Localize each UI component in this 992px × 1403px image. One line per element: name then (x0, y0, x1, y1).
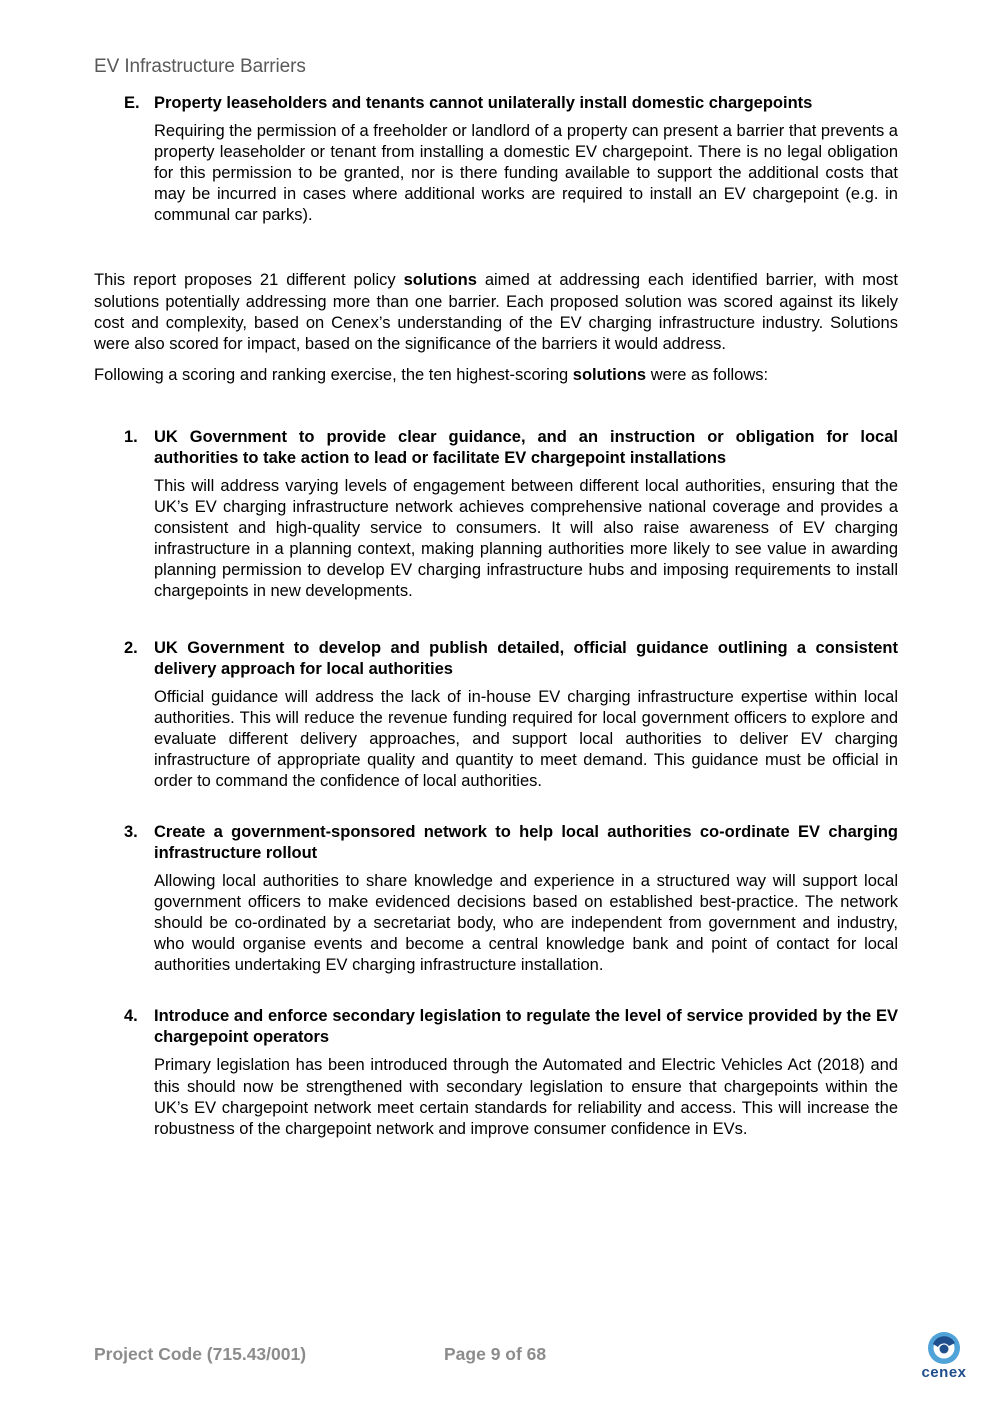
cenex-logo-text: cenex (921, 1364, 967, 1381)
intro-p2-bold: solutions (572, 365, 647, 384)
barrier-e-body: Requiring the permission of a freeholder or landlord of a property can present a barrier that prevents a property leaseholder or tenant from installing a domestic EV chargepoint. There is no legal obligation for this permission to be granted, nor is there funding available to support the additional costs that may be incurred in cases where additional works are required to install an EV chargepoint (e.g. in communal car parks). (154, 122, 898, 225)
solution-2 (94, 638, 898, 792)
barrier-e (94, 93, 898, 226)
solution-4-marker: 4. (124, 1007, 138, 1026)
intro-p1-bold: solutions (403, 271, 477, 290)
intro-paragraph-2 (94, 365, 898, 386)
intro-p1-after: aimed at addressing each identified barrier, with most solutions potentially addressing more than one barrier. Each proposed solution was scored against its likely cost and complexity, based on Cenex’s understanding of the EV charging infrastructure industry. Solutions were also scored for impact, based on the significance of the barriers it would address. (94, 271, 899, 353)
running-header: EV Infrastructure Barriers (94, 56, 306, 77)
cenex-logo-icon (927, 1331, 961, 1365)
solution-1-title: UK Government to provide clear guidance, and an instruction or obligation for local authorities to take action to lead or facilitate EV chargepoint installations (154, 427, 898, 467)
solution-3 (94, 822, 898, 976)
solution-1-body: This will address varying levels of engagement between different local authorities, ensuring that the UK’s EV charging infrastructure network achieves comprehensive national coverage and provides a consistent and high-quality service to consumers. It will also raise awareness of EV charging infrastructure in a planning context, making planning authorities more likely to see value in awarding planning permission to develop EV charging infrastructure hubs and imposing requirements to install chargepoints in new developments. (154, 476, 898, 601)
solution-4 (94, 1006, 898, 1139)
page-content (94, 93, 898, 1140)
barrier-e-title: Property leaseholders and tenants cannot unilaterally install domestic chargepoints (154, 94, 813, 112)
footer-page-number: Page 9 of 68 (444, 1344, 547, 1364)
solution-2-marker: 2. (124, 638, 138, 657)
solution-2-body: Official guidance will address the lack of in-house EV charging infrastructure expertise within local authorities. This will reduce the revenue funding required for local government officers to explore and evaluate different delivery approaches, and support local authorities to deliver EV charging infrastructure of appropriate quality and quantity to meet demand. This guidance must be official in order to command the confidence of local authorities. (154, 687, 898, 790)
intro-p2-before: Following a scoring and ranking exercise, the ten highest-scoring (94, 365, 573, 384)
cenex-logo (914, 1331, 974, 1383)
solution-2-title: UK Government to develop and publish detailed, official guidance outlining a consistent delivery approach for local authorities (154, 638, 898, 678)
solution-3-body: Allowing local authorities to share knowledge and experience in a structured way will support local government officers to make evidenced decisions based on established best-practice. The network should be co-ordinated by a secretariat body, who are independent from government and industry, who would organise events and become a central knowledge bank and point of contact for local authorities undertaking EV charging infrastructure installation. (154, 871, 898, 975)
intro-paragraph-1 (94, 270, 898, 354)
solution-4-title: Introduce and enforce secondary legislation to regulate the level of service provided by the EV chargepoint operators (154, 1007, 898, 1047)
solution-3-marker: 3. (124, 822, 138, 841)
solution-1 (94, 427, 898, 603)
solution-4-body: Primary legislation has been introduced through the Automated and Electric Vehicles Act (2018) and this should now be strengthened with secondary legislation to ensure that chargepoints within the UK’s EV chargepoint network meet certain standards for reliability and access. This will increase the robustness of the chargepoint network and improve consumer confidence in EVs. (154, 1056, 898, 1138)
intro-p1-before: This report proposes 21 different policy (94, 271, 404, 290)
barrier-e-marker: E. (124, 94, 140, 112)
solution-1-marker: 1. (124, 427, 138, 446)
intro-p2-after: were as follows: (646, 365, 769, 384)
footer-project-code: Project Code (715.43/001) (94, 1344, 307, 1364)
solution-3-title: Create a government-sponsored network to help local authorities co-ordinate EV charging infrastructure rollout (154, 822, 898, 862)
